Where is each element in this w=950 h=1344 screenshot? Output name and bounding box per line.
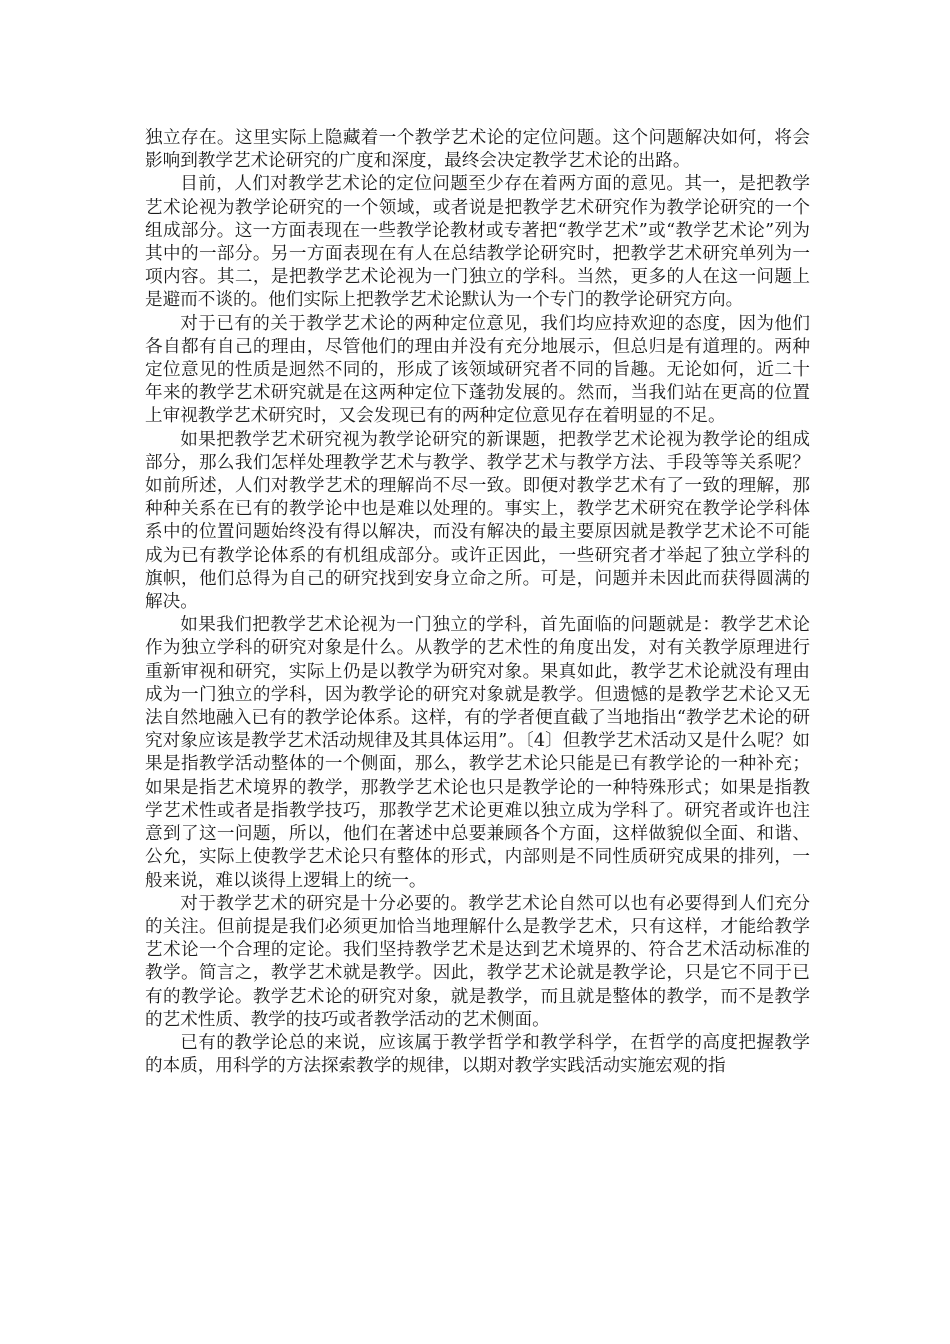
paragraph: 对于教学艺术的研究是十分必要的。教学艺术论自然可以也有必要得到人们充分的关注。但前提是我们必须更加恰当地理解什么是教学艺术，只有这样，才能给教学艺术论一个合理的定论。我们坚持教学艺术是达到艺术境界的、符合艺术活动标准的教学。简言之，教学艺术就是教学。因此，教学艺术论就是教学论，只是它不同于已有的教学论。教学艺术论的研究对象，就是教学，而且就是整体的教学，而不是教学的艺术性质、教学的技巧或者教学活动的艺术侧面。 bbox=[145, 893, 810, 1030]
paragraph: 如果把教学艺术研究视为教学论研究的新课题，把教学艺术论视为教学论的组成部分，那么我们怎样处理教学艺术与教学、教学艺术与教学方法、手段等等关系呢？如前所述，人们对教学艺术的理解尚不尽一致。即便对教学艺术有了一致的理解，那种种关系在已有的教学论中也是难以处理的。事实上，教学艺术研究在教学论学科体系中的位置问题始终没有得以解决，而没有解决的最主要原因就是教学艺术论不可能成为已有教学论体系的有机组成部分。或许正因此，一些研究者才举起了独立学科的旗帜，他们总得为自己的研究找到安身立命之所。可是，问题并未因此而获得圆满的解决。 bbox=[145, 429, 810, 613]
document-body bbox=[145, 127, 810, 1078]
paragraph: 如果我们把教学艺术论视为一门独立的学科，首先面临的问题就是：教学艺术论作为独立学科的研究对象是什么。从教学的艺术性的角度出发，对有关教学原理进行重新审视和研究，实际上仍是以教学为研究对象。果真如此，教学艺术论就没有理由成为一门独立的学科，因为教学论的研究对象就是教学。但遗憾的是教学艺术论又无法自然地融入已有的教学论体系。这样，有的学者便直截了当地指出“教学艺术论的研究对象应该是教学艺术活动规律及其具体运用”。〔4〕但教学艺术活动又是什么呢？如果是指教学活动整体的一个侧面，那么，教学艺术论只能是已有教学论的一种补充；如果是指艺术境界的教学，那教学艺术论也只是教学论的一种特殊形式；如果是指教学艺术性或者是指教学技巧，那教学艺术论更难以独立成为学科了。研究者或许也注意到了这一问题，所以，他们在著述中总要兼顾各个方面，这样做貌似全面、和谐、公允，实际上使教学艺术论只有整体的形式，内部则是不同性质研究成果的排列，一般来说，难以谈得上逻辑上的统一。 bbox=[145, 615, 810, 891]
paragraph: 独立存在。这里实际上隐藏着一个教学艺术论的定位问题。这个问题解决如何，将会影响到教学艺术论研究的广度和深度，最终会决定教学艺术论的出路。 bbox=[145, 128, 810, 172]
paragraph: 对于已有的关于教学艺术论的两种定位意见，我们均应持欢迎的态度，因为他们各自都有自己的理由，尽管他们的理由并没有充分地展示，但总归是有道理的。两种定位意见的性质是迥然不同的，形成了该领域研究者不同的旨趣。无论如何，近二十年来的教学艺术研究就是在这两种定位下蓬勃发展的。然而，当我们站在更高的位置上审视教学艺术研究时，又会发现已有的两种定位意见存在着明显的不足。 bbox=[145, 313, 810, 427]
paragraph: 已有的教学论总的来说，应该属于教学哲学和教学科学，在哲学的高度把握教学的本质，用科学的方法探索教学的规律，以期对教学实践活动实施宏观的指 bbox=[145, 1032, 810, 1077]
paragraph: 目前，人们对教学艺术论的定位问题至少存在着两方面的意见。其一，是把教学艺术论视为教学论研究的一个领域，或者说是把教学艺术研究作为教学论研究的一个组成部分。这一方面表现在一些教学论教材或专著把“教学艺术”或“教学艺术论”列为其中的一部分。另一方面表现在有人在总结教学论研究时，把教学艺术研究单列为一项内容。其二，是把教学艺术论视为一门独立的学科。当然，更多的人在这一问题上是避而不谈的。他们实际上把教学艺术论默认为一个专门的教学论研究方向。 bbox=[145, 174, 810, 311]
